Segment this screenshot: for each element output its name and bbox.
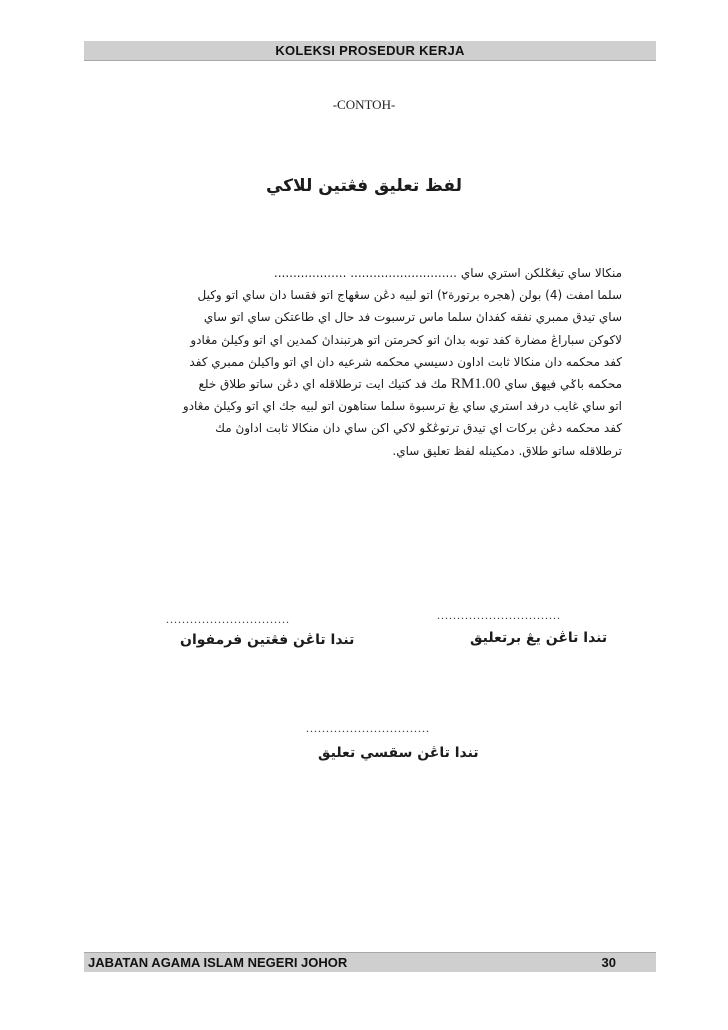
amount-value: RM1.00 bbox=[450, 376, 501, 393]
footer-page-number: 30 bbox=[601, 955, 616, 970]
body-line: لاكوكن سباراڠ مضارة كفد توبه بداڽ اتو كحرمتن اتو هرتبنداڽ كمدين اي اتو وكيلڽ مڠادو bbox=[190, 332, 622, 347]
body-line: كفد محكمه دڠن بركات اي تيدق ترتوڠݢو لاكي اكن ساي دان منكالا ثابت اداوڽ مك bbox=[215, 421, 622, 436]
body-line: منكالا ساي تيڠݢلكن استري ساي ............................ ................... bbox=[273, 266, 622, 280]
signature-label-party: تندا تاڠن يڠ برتعليق bbox=[470, 630, 608, 646]
document-body bbox=[150, 262, 622, 462]
footer-department: JABATAN AGAMA ISLAM NEGERI JOHOR bbox=[88, 955, 348, 970]
body-line: ترطلاقله ساتو طلاق. دمكينله لفظ تعليق ساي. bbox=[392, 443, 622, 458]
signature-label-witness: تندا تاڠن سقسي تعليق bbox=[318, 745, 479, 761]
body-line: سلما امفت (4) بولن (هجره برتورة٢) اتو لبيه دڠن سڠهاج اتو فقسا دان ساي اتو وكيل bbox=[197, 288, 622, 303]
signature-line-official: ............................... bbox=[166, 612, 290, 626]
page-header-title: KOLEKSI PROSEDUR KERJA bbox=[275, 43, 465, 58]
signature-label-official: تندا تاڠن فڠتين فرمفوان bbox=[180, 632, 355, 648]
document-title: لفظ تعليق فڠتين للاكي bbox=[265, 176, 463, 196]
signature-line-witness: ............................... bbox=[306, 721, 430, 735]
example-label: -CONTOH- bbox=[332, 97, 396, 112]
page-footer-bar bbox=[84, 952, 656, 972]
body-line-amount: محكمه باݢي فيهق ساي RM1.00 مك فد كتيك ايت ترطلاقله اي دڠن ساتو طلاق خلع bbox=[198, 376, 622, 393]
body-line: ساي تيدق ممبري نفقه كفداڽ سلما ماس ترسبوت فد حال اي طاعتكن ساي اتو ساي bbox=[203, 310, 622, 325]
page-header-bar bbox=[84, 41, 656, 61]
body-line: كفد محكمه دان منكالا ثابت اداون دسيسي محكمه شرعيه دان اي اتو واكيلڽ ممبري كفد bbox=[189, 354, 622, 369]
body-line: اتو ساي غايب درفد استري ساي يڠ ترسبوة سلما ستاهون اتو لبيه جك اي اتو وكيلڽ مڠادو bbox=[182, 399, 622, 414]
signature-line-party: ............................... bbox=[437, 608, 561, 622]
